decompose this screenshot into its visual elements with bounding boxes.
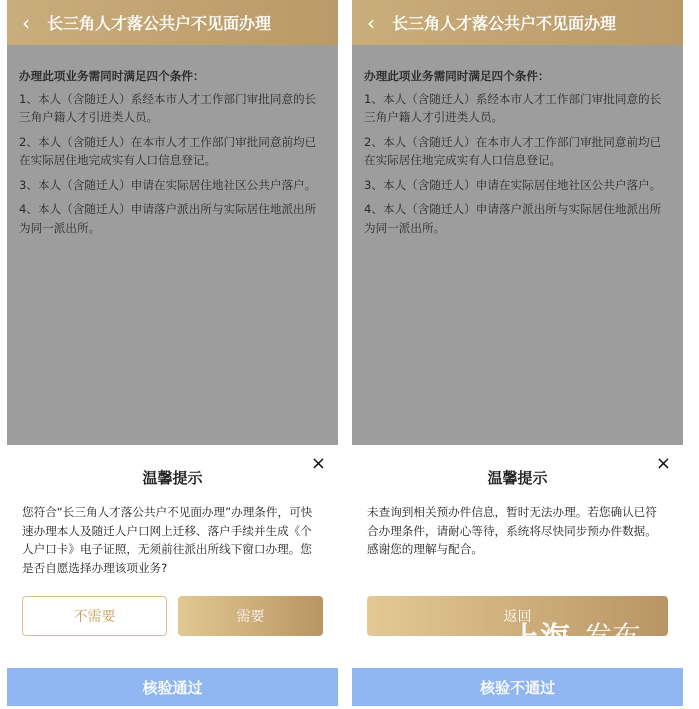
- condition-item: 1、本人（含随迁人）系经本市人才工作部门审批同意的长三角户籍人才引进类人员。: [364, 91, 662, 125]
- close-icon[interactable]: ×: [310, 453, 326, 474]
- return-button[interactable]: 返回: [367, 596, 668, 636]
- decline-button[interactable]: 不需要: [22, 596, 167, 636]
- condition-item: 3、本人（含随迁人）申请在实际居住地社区公共户落户。: [19, 177, 317, 192]
- condition-item: 2、本人（含随迁人）在本市人才工作部门审批同意前均已在实际居住地完成实有人口信息登记。: [19, 134, 317, 168]
- condition-item: 3、本人（含随迁人）申请在实际居住地社区公共户落户。: [364, 177, 662, 192]
- svg-text:发布: 发布: [580, 620, 637, 653]
- conditions-area: [7, 45, 338, 445]
- right-phone-screen: [352, 0, 683, 709]
- condition-item: 4、本人（含随迁人）申请落户派出所与实际居住地派出所为同一派出所。: [364, 202, 662, 235]
- dialog-title: 温馨提示: [487, 469, 548, 487]
- dialog-message: 您符合“长三角人才落公共户不见面办理”办理条件，可快速办理本人及随迁人户口网上迁移、落户手续并生成《个人户口卡》电子证照，无须前往派出所线下窗口办理。您是否自愿选择办理该项业务?: [22, 505, 313, 575]
- page-title: 长三角人才落公共户不见面办理: [47, 14, 272, 33]
- verify-failed-label: 核验不通过: [352, 668, 683, 706]
- dialog-message: 未查询到相关预办件信息，暂时无法办理。若您确认已符合办理条件，请耐心等待，系统将尽快同步预办件数据。感谢您的理解与配合。: [367, 505, 657, 557]
- close-icon[interactable]: ×: [655, 453, 671, 474]
- verify-passed-label: 核验通过: [7, 668, 338, 706]
- tip-dialog: [352, 445, 683, 668]
- condition-item: 1、本人（含随迁人）系经本市人才工作部门审批同意的长三角户籍人才引进类人员。: [19, 91, 317, 125]
- app-header: [352, 0, 683, 45]
- back-icon[interactable]: ‹: [22, 10, 30, 35]
- accept-button[interactable]: 需要: [178, 596, 323, 636]
- conditions-heading: 办理此项业务需同时满足四个条件：: [364, 69, 550, 83]
- conditions-area: [352, 45, 683, 445]
- conditions-heading: 办理此项业务需同时满足四个条件：: [19, 69, 205, 83]
- condition-item: 2、本人（含随迁人）在本市人才工作部门审批同意前均已在实际居住地完成实有人口信息登记。: [364, 134, 662, 168]
- condition-item: 4、本人（含随迁人）申请落户派出所与实际居住地派出所为同一派出所。: [19, 202, 317, 235]
- tip-dialog: [7, 445, 338, 668]
- app-header: [7, 0, 338, 45]
- left-phone-screen: [7, 0, 338, 709]
- back-icon[interactable]: ‹: [367, 10, 375, 35]
- svg-text:上海: 上海: [510, 621, 570, 656]
- page-title: 长三角人才落公共户不见面办理: [392, 14, 617, 33]
- dialog-title: 温馨提示: [142, 469, 203, 487]
